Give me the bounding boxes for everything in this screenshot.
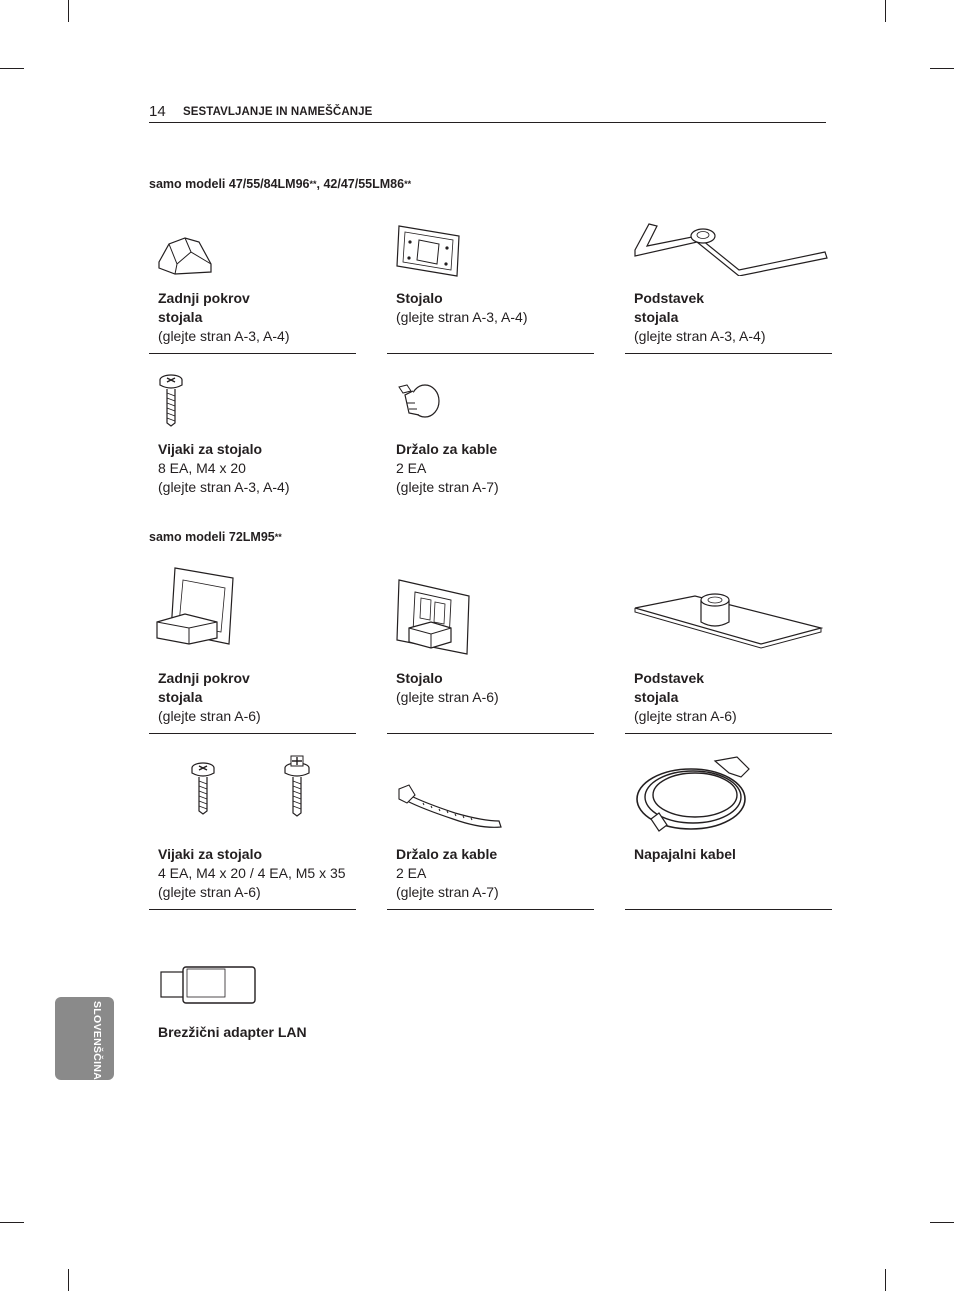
item-detail: 2 EA bbox=[396, 865, 427, 881]
section-title: SESTAVLJANJE IN NAMEŠČANJE bbox=[183, 106, 373, 118]
crop-mark bbox=[885, 1269, 886, 1291]
item-name: Držalo za kable bbox=[396, 441, 498, 457]
item-detail: 8 EA, M4 x 20 bbox=[158, 460, 246, 476]
item-name: Zadnji pokrov bbox=[158, 290, 250, 306]
accessory-item bbox=[625, 212, 832, 354]
item-name: Stojalo bbox=[396, 670, 443, 686]
accessory-item bbox=[387, 363, 594, 504]
item-name: Podstavek bbox=[634, 670, 705, 686]
language-tab bbox=[55, 997, 114, 1080]
item-name: stojala bbox=[158, 309, 203, 325]
crop-mark bbox=[0, 68, 24, 69]
item-detail: 2 EA bbox=[396, 460, 427, 476]
models-heading: samo modeli 72LM95** bbox=[149, 530, 282, 544]
crop-mark bbox=[68, 1269, 69, 1291]
item-name: stojala bbox=[634, 309, 679, 325]
crop-mark bbox=[930, 1222, 954, 1223]
item-name: Stojalo bbox=[396, 290, 443, 306]
accessory-item bbox=[625, 743, 832, 910]
accessory-item bbox=[149, 743, 356, 910]
item-detail: 4 EA, M4 x 20 / 4 EA, M5 x 35 bbox=[158, 865, 346, 881]
crop-mark bbox=[68, 0, 69, 22]
item-detail: (glejte stran A-3, A-4) bbox=[158, 328, 290, 344]
item-detail: (glejte stran A-3, A-4) bbox=[158, 479, 290, 495]
item-detail: (glejte stran A-3, A-4) bbox=[634, 328, 766, 344]
item-name: Napajalni kabel bbox=[634, 846, 736, 862]
item-detail: (glejte stran A-6) bbox=[158, 708, 261, 724]
accessory-item bbox=[387, 743, 594, 910]
language-label: SLOVENŠČINA bbox=[91, 1001, 103, 1081]
item-detail: (glejte stran A-6) bbox=[158, 884, 261, 900]
crop-mark bbox=[885, 0, 886, 22]
item-detail: (glejte stran A-7) bbox=[396, 884, 499, 900]
accessory-item bbox=[387, 562, 594, 734]
accessory-item bbox=[149, 363, 356, 504]
crop-mark bbox=[0, 1222, 24, 1223]
item-detail: (glejte stran A-3, A-4) bbox=[396, 309, 528, 325]
page-header bbox=[149, 101, 826, 123]
item-name: stojala bbox=[634, 689, 679, 705]
accessory-item bbox=[625, 562, 832, 734]
item-name: Zadnji pokrov bbox=[158, 670, 250, 686]
models-heading: samo modeli 47/55/84LM96**, 42/47/55LM86** bbox=[149, 177, 412, 191]
item-name: Vijaki za stojalo bbox=[158, 441, 263, 457]
item-detail: (glejte stran A-6) bbox=[396, 689, 499, 705]
accessory-item bbox=[149, 955, 356, 1055]
item-name: Držalo za kable bbox=[396, 846, 498, 862]
item-detail: (glejte stran A-7) bbox=[396, 479, 499, 495]
accessory-item bbox=[149, 212, 356, 354]
crop-mark bbox=[930, 68, 954, 69]
item-name: Vijaki za stojalo bbox=[158, 846, 263, 862]
item-detail: (glejte stran A-6) bbox=[634, 708, 737, 724]
item-name: Brezžični adapter LAN bbox=[158, 1024, 307, 1040]
item-name: Podstavek bbox=[634, 290, 705, 306]
accessory-item bbox=[387, 212, 594, 354]
item-name: stojala bbox=[158, 689, 203, 705]
page-number: 14 bbox=[149, 103, 166, 120]
accessory-item bbox=[149, 562, 356, 734]
